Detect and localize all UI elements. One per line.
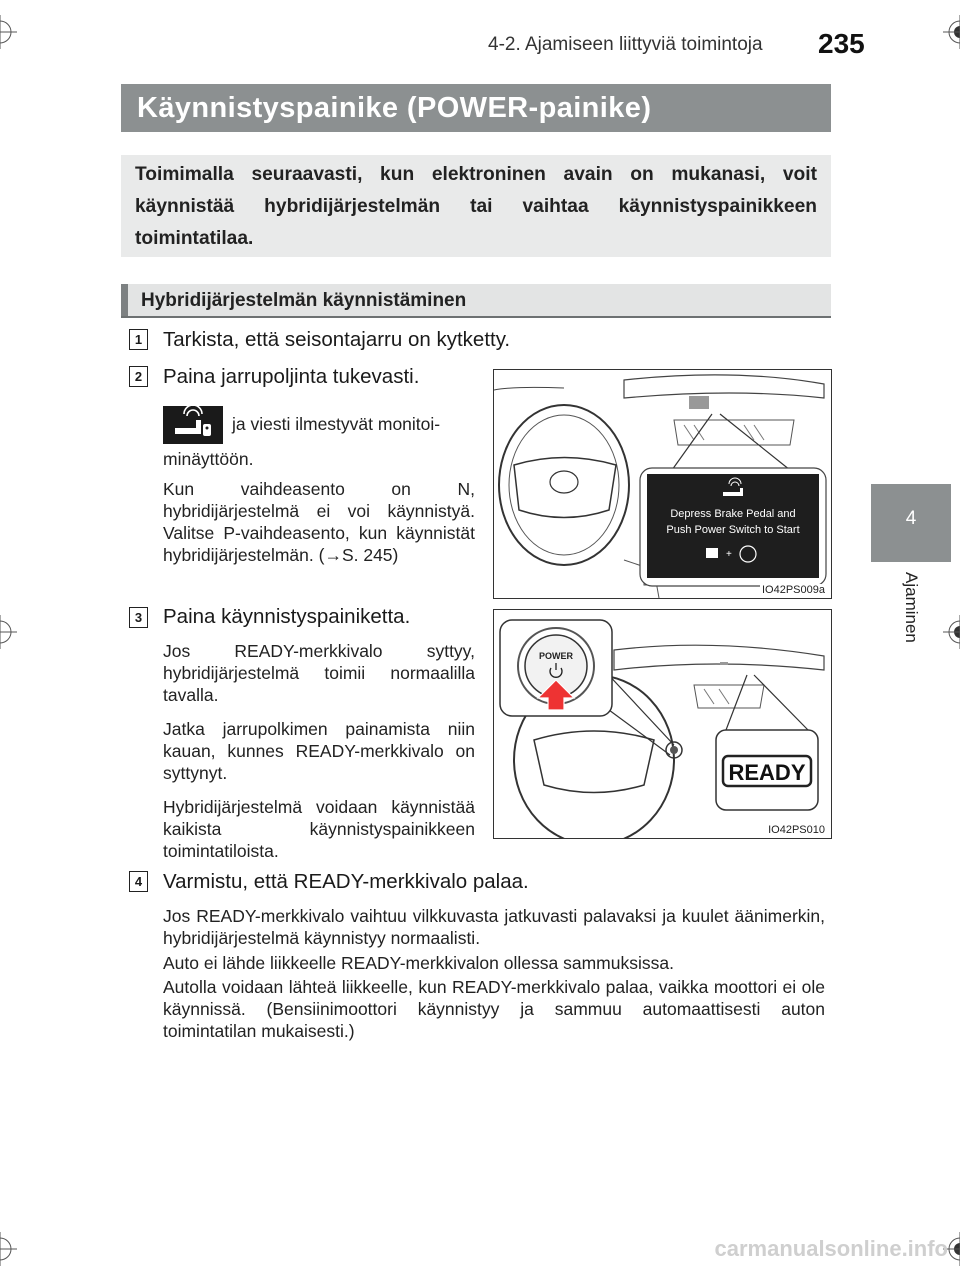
step-number: 3 bbox=[129, 607, 148, 628]
display-message-line1: Depress Brake Pedal and bbox=[670, 508, 796, 520]
step-text: Paina jarrupoljinta tukevasti. bbox=[163, 365, 420, 388]
registration-mark bbox=[943, 615, 960, 649]
registration-mark bbox=[0, 15, 17, 49]
page-number: 235 bbox=[818, 28, 865, 59]
svg-text:+: + bbox=[726, 549, 732, 560]
running-header: 4-2. Ajamiseen liittyviä toimintoja bbox=[488, 34, 763, 55]
registration-mark bbox=[0, 615, 17, 649]
step-note: Hybridijärjestelmä voidaan käynnistää kaikista käynnistyspainikkeen toimintatiloista. bbox=[163, 797, 475, 861]
step-note: Auto ei lähde liikkeelle READY-merkkivalon ollessa sammuksissa. bbox=[163, 953, 674, 973]
step-note: Jos READY-merkkivalo syttyy, hybridijärjestelmä toimii normaalilla tavalla. bbox=[163, 641, 475, 705]
step-text: Paina käynnistyspainiketta. bbox=[163, 605, 411, 628]
step-note: Jos READY-merkkivalo vaihtuu vilkkuvasta jatkuvasti palavaksi ja kuulet äänimerkin, hybridijärjestelmä käynnistyy normaalisti. bbox=[163, 906, 825, 948]
figure-dashboard-display bbox=[493, 369, 832, 599]
display-message-line2: Push Power Switch to Start bbox=[666, 524, 800, 536]
chapter-label: Ajaminen bbox=[902, 572, 921, 643]
chapter-number: 4 bbox=[905, 508, 917, 529]
step-note: ja viesti ilmestyvät monitoi- bbox=[232, 414, 441, 434]
subheading-bar bbox=[121, 284, 831, 318]
chapter-tab bbox=[871, 484, 951, 562]
step-text: Tarkista, että seisontajarru on kytketty. bbox=[163, 328, 511, 351]
registration-mark bbox=[943, 15, 960, 49]
step-note: Jatka jarrupolkimen painamista niin kauan, kunnes READY-merkkivalo on syttynyt. bbox=[163, 719, 475, 783]
registration-mark bbox=[0, 1232, 17, 1266]
step-note: Kun vaihdeasento on N, hybridijärjestelmä ei voi käynnistyä. Valitse P-vaihdeasento, kun käynnistät hybridijärjestelmän. (→S. 245) bbox=[163, 479, 475, 565]
figure-id: IO42PS009a bbox=[762, 584, 825, 596]
brake-indicator-icon bbox=[163, 406, 223, 444]
step-number: 2 bbox=[129, 366, 148, 387]
subheading-text: Hybridijärjestelmän käynnistäminen bbox=[141, 290, 467, 311]
figure-power-button bbox=[493, 609, 832, 839]
step-note: Autolla voidaan lähteä liikkeelle, kun READY-merkkivalo palaa, vaikka moottori ei ole käynnissä. (Bensiinimoottori käynnistyy ja sammuu automaattisesti auton toimintatilan mukaisesti.) bbox=[163, 977, 825, 1041]
watermark: carmanualsonline.info bbox=[714, 1236, 948, 1261]
step-note: minäyttöön. bbox=[163, 449, 254, 469]
section-title: Käynnistyspainike (POWER-painike) bbox=[121, 84, 831, 132]
intro-box bbox=[121, 155, 831, 257]
ready-indicator: READY bbox=[728, 760, 806, 785]
figure-id: IO42PS010 bbox=[768, 824, 825, 836]
intro-text: Toimimalla seuraavasti, kun elektroninen avain on mukanasi, voit käynnistää hybridijärjestelmän tai vaihtaa käynnistyspainikkeen toimintatilaa. bbox=[135, 164, 817, 249]
step-text: Varmistu, että READY-merkkivalo palaa. bbox=[163, 870, 529, 893]
step-number: 4 bbox=[129, 871, 148, 892]
step-number: 1 bbox=[129, 329, 148, 350]
power-button-label: POWER bbox=[538, 651, 574, 661]
